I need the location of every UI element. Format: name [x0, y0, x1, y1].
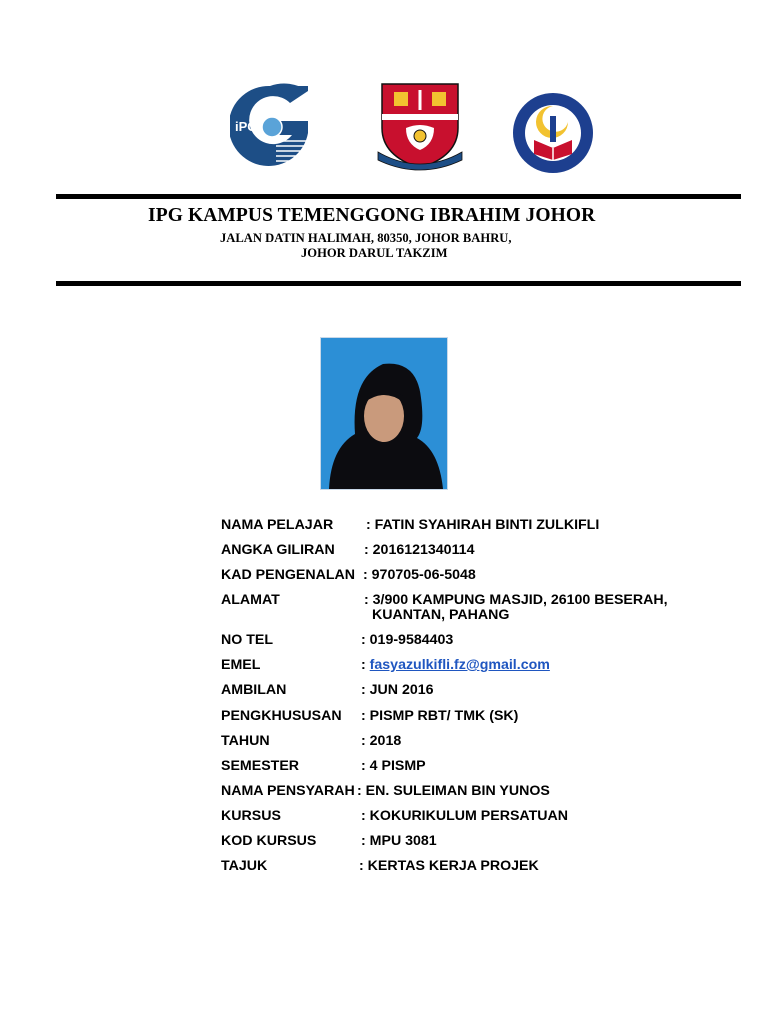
label-emel: EMEL [221, 657, 261, 673]
address-line-2: JOHOR DARUL TAKZIM [301, 246, 448, 260]
label-nama-pelajar: NAMA PELAJAR [221, 517, 334, 533]
value-pengkhususan: : PISMP RBT/ TMK (SK) [361, 708, 519, 724]
label-alamat: ALAMAT [221, 592, 280, 608]
student-photo-icon [321, 338, 447, 489]
label-tajuk: TAJUK [221, 858, 268, 874]
value-tajuk: : KERTAS KERJA PROJEK [359, 858, 539, 874]
value-alamat-line-2: KUANTAN, PAHANG [372, 607, 510, 623]
label-angka-giliran: ANGKA GILIRAN [221, 542, 335, 558]
institution-name: IPG KAMPUS TEMENGGONG IBRAHIM JOHOR [148, 205, 596, 226]
email-link[interactable]: fasyazulkifli.fz@gmail.com [369, 657, 550, 673]
crest-logo [376, 80, 464, 172]
label-kod-kursus: KOD KURSUS [221, 833, 317, 849]
value-no-tel: : 019-9584403 [361, 632, 454, 648]
value-nama-pensyarah: : EN. SULEIMAN BIN YUNOS [357, 783, 550, 799]
value-semester: : 4 PISMP [361, 758, 426, 774]
svg-text:iPG: iPG [235, 119, 258, 134]
label-nama-pensyarah: NAMA PENSYARAH [221, 783, 355, 799]
value-kursus: : KOKURIKULUM PERSATUAN [361, 808, 569, 824]
value-kod-kursus: : MPU 3081 [361, 833, 437, 849]
label-no-tel: NO TEL [221, 632, 274, 648]
label-kad-pengenalan: KAD PENGENALAN [221, 567, 355, 583]
label-semester: SEMESTER [221, 758, 300, 774]
value-kad-pengenalan: : 970705-06-5048 [363, 567, 476, 583]
value-tahun: : 2018 [361, 733, 402, 749]
label-pengkhususan: PENGKHUSUSAN [221, 708, 342, 724]
value-angka-giliran: : 2016121340114 [364, 542, 475, 558]
value-alamat: : 3/900 KAMPUNG MASJID, 26100 BESERAH, [364, 592, 668, 608]
label-kursus: KURSUS [221, 808, 281, 824]
address-line-1: JALAN DATIN HALIMAH, 80350, JOHOR BAHRU, [220, 231, 512, 245]
student-photo [320, 337, 448, 490]
ipg-logo [230, 83, 310, 169]
value-ambilan: : JUN 2016 [361, 682, 434, 698]
emel-colon: : [361, 657, 370, 673]
kpm-logo [512, 92, 594, 174]
value-nama-pelajar: : FATIN SYAHIRAH BINTI ZULKIFLI [366, 517, 600, 533]
bottom-divider [56, 281, 741, 286]
label-tahun: TAHUN [221, 733, 270, 749]
top-divider [56, 194, 741, 199]
value-emel [361, 657, 550, 673]
label-ambilan: AMBILAN [221, 682, 287, 698]
